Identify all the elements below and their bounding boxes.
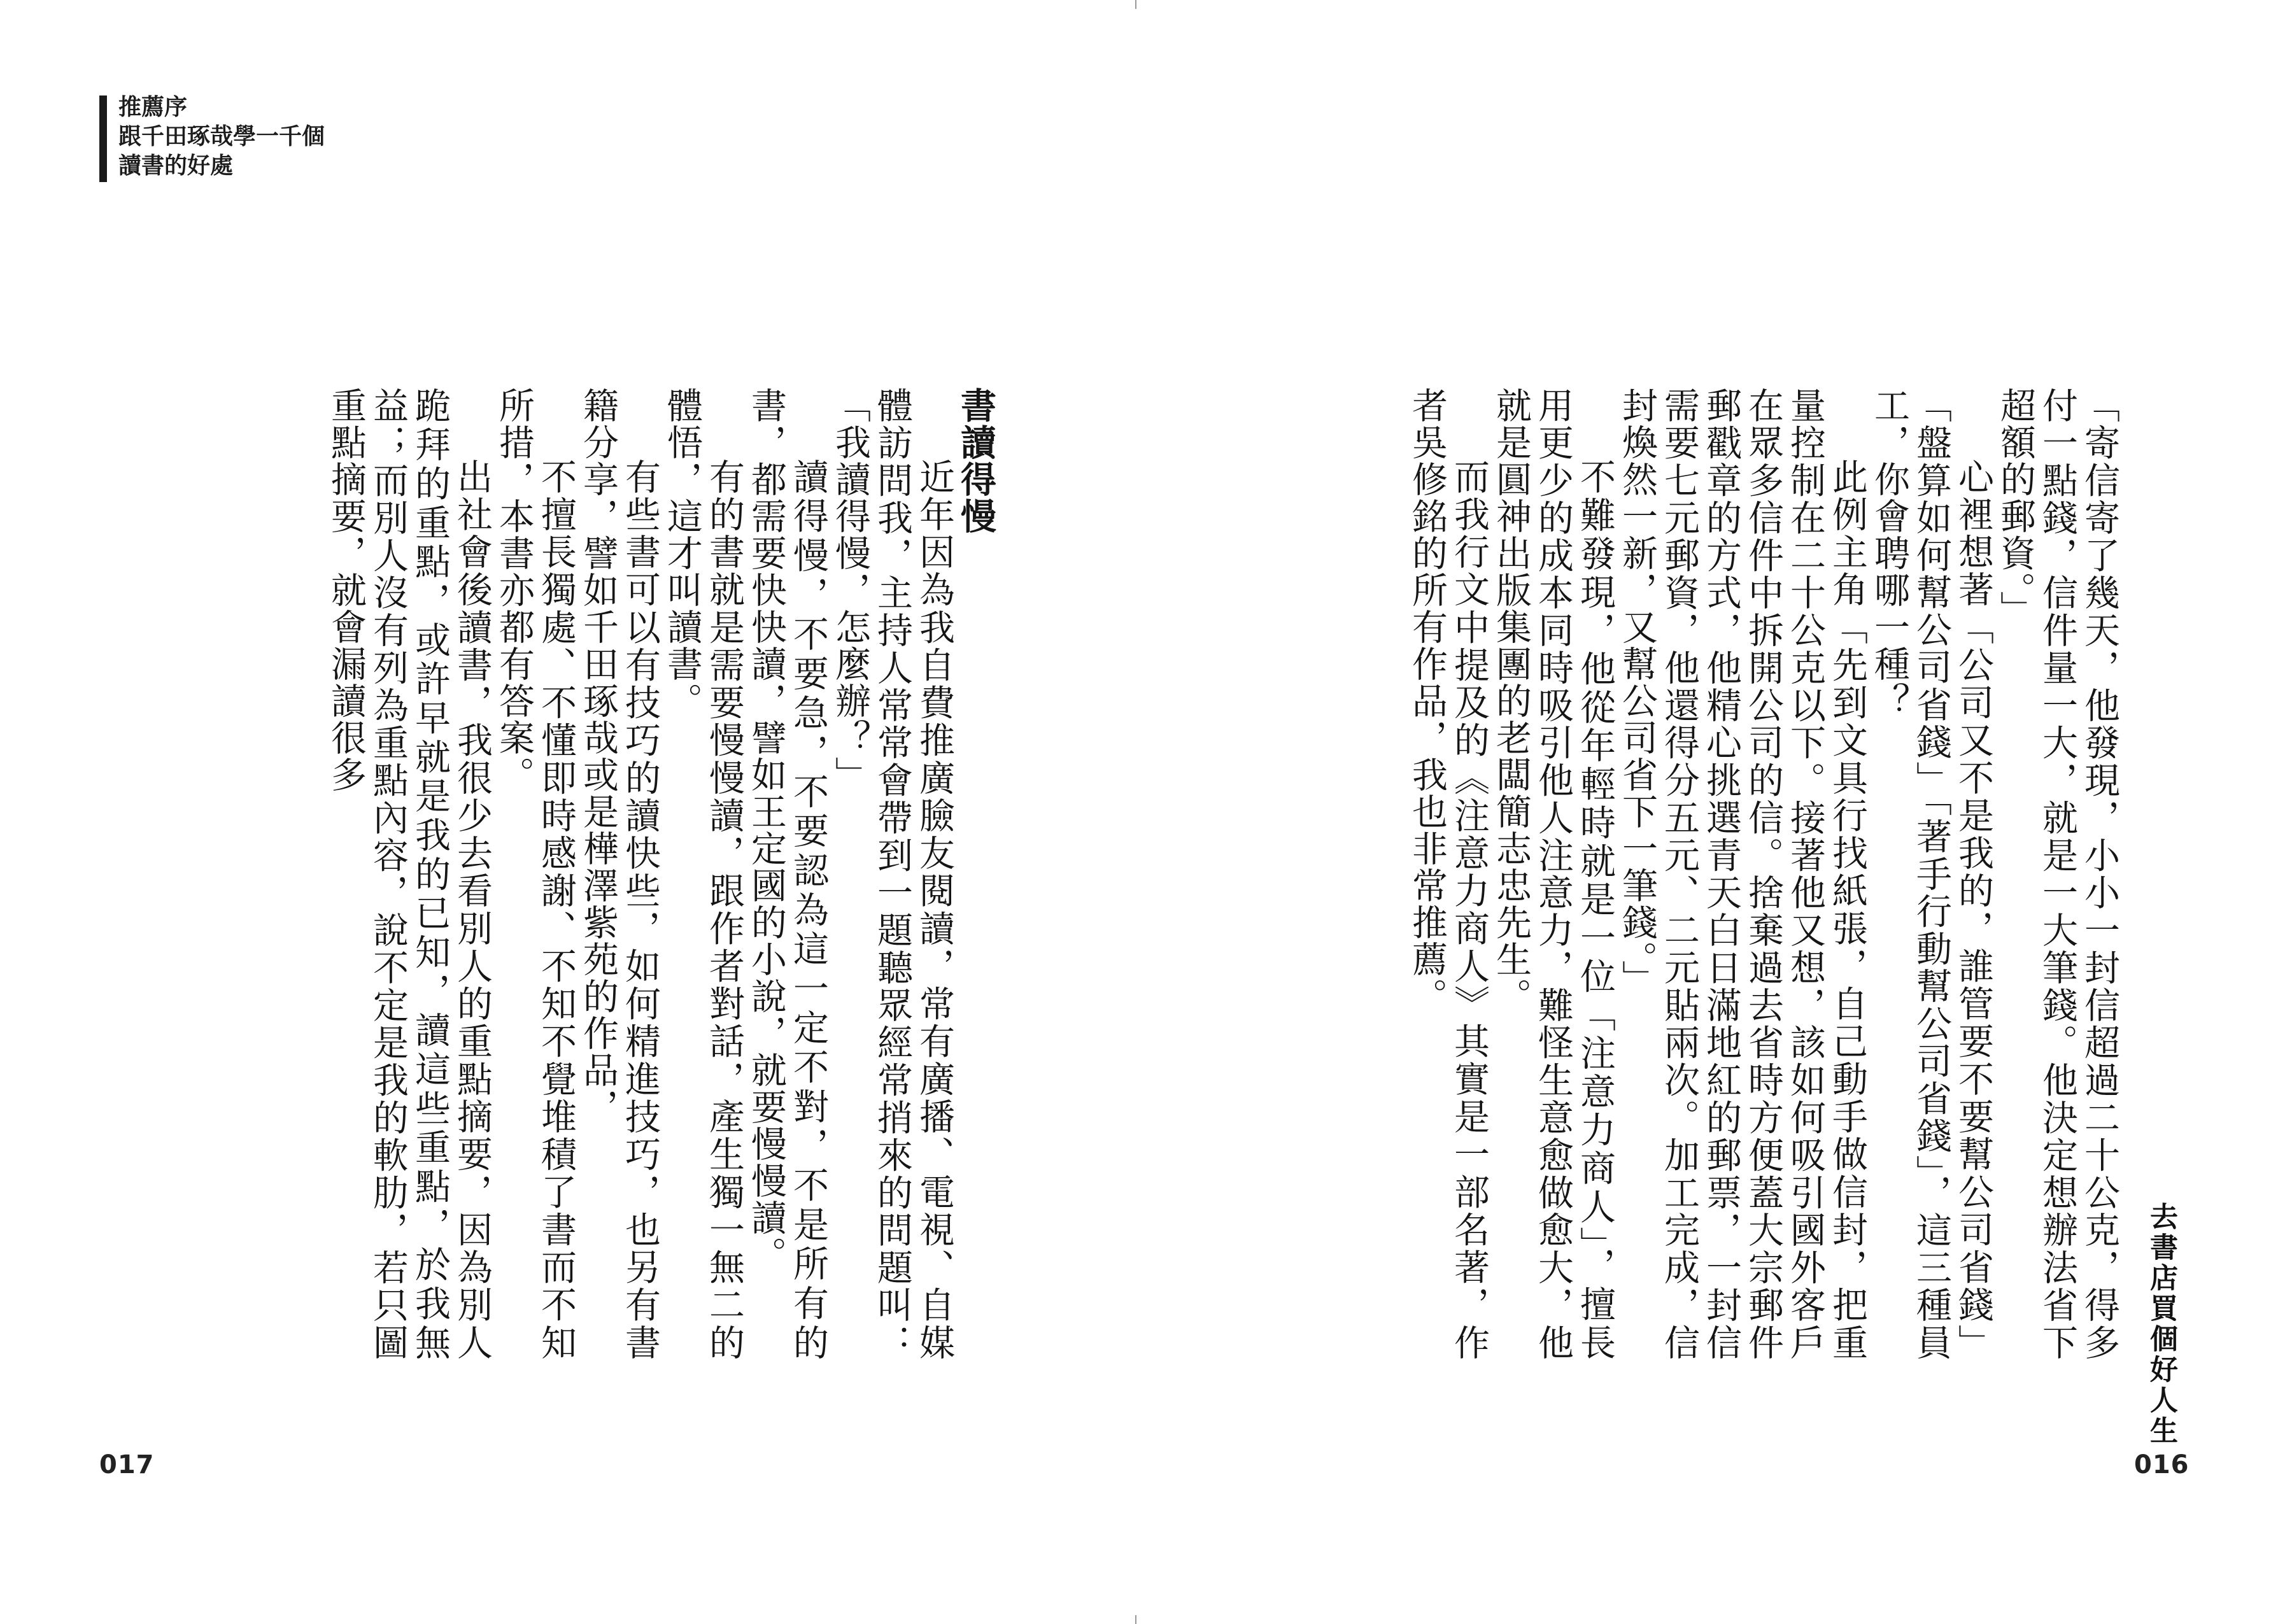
right-page-body [1273,387,2120,1361]
section-title: 書讀得慢 [955,387,997,535]
right-paragraph-3: 此例主角「先到文具行找紙張，自己動手做信封，把重量控制在二十公克以下。接著他又想，該如何吸引國外客戶在眾多信件中拆開公司的信。捨棄過去省時方便蓋大宗郵件郵戳章的方式，他精心挑選青天白日滿地紅的郵票，一封信需要七元郵資，他還得分五元、二元貼兩次。加工完成，信封煥然一新，又幫公司省下一筆錢。」 [1617,387,1868,1361]
left-paragraph-1: 近年因為我自費推廣臉友閱讀，常有廣播、電視、自媒體訪問我，主持人常常會帶到一題聽眾經常捎來的問題叫：「我讀得慢，怎麼辦？」 [830,387,955,1361]
page-number-right: 016 [2134,1450,2190,1479]
right-paragraph-4: 不難發現，他從年輕時就是一位「注意力商人」，擅長用更少的成本同時吸引他人注意力，難怪生意愈做愈大，他就是圓神出版集團的老闆簡志忠先生。 [1490,387,1616,1361]
right-paragraph-2: 心裡想著「公司又不是我的，誰管要不要幫公司省錢」「盤算如何幫公司省錢」「著手行動幫公司省錢」，這三種員工，你會聘哪一種？ [1869,387,1994,1361]
left-paragraph-5: 不擅長獨處、不懂即時感謝、不知不覺堆積了書而不知所措，本書亦都有答案。 [493,387,577,1361]
chapter-header-line-1: 推薦序 [118,94,188,120]
chapter-header [118,93,325,181]
header-accent-bar [99,95,107,182]
page-number-left: 017 [99,1450,155,1479]
running-book-title: 去書店買個好人生 [2145,1202,2177,1446]
left-paragraph-6: 出社會後讀書，我很少去看別人的重點摘要，因為別人跪拜的重點，或許早就是我的已知，讀這些重點，於我無益；而別人沒有列為重點內容，說不定是我的軟肋，若只圖重點摘要，就會漏讀很多 [325,387,493,1361]
chapter-header-line-2: 跟千田琢哉學一千個 [118,124,325,150]
left-paragraph-2: 讀得慢，不要急，不要認為這一定不對，不是所有的書，都需要快快讀，譬如王定國的小說，就要慢慢讀。 [746,387,829,1361]
gutter-trim-mark-bottom [1135,1615,1136,1624]
right-paragraph-5: 而我行文中提及的《注意力商人》其實是一部名著，作者吳修銘的所有作品，我也非常推薦。 [1406,387,1490,1361]
left-paragraph-4: 有些書可以有技巧的讀快些，如何精進技巧，也另有書籍分享，譬如千田琢哉或是樺澤紫苑的作品， [577,387,661,1361]
chapter-header-line-3: 讀書的好處 [118,153,234,179]
right-paragraph-1: 「寄信寄了幾天，他發現，小小一封信超過二十公克，得多付一點錢，信件量一大，就是一大筆錢。他決定想辦法省下超額的郵資。」 [1995,387,2120,1361]
gutter-trim-mark-top [1135,0,1136,9]
left-page-body [150,387,997,1361]
left-paragraph-3: 有的書就是需要慢慢讀，跟作者對話，產生獨一無二的體悟，這才叫讀書。 [661,387,745,1361]
